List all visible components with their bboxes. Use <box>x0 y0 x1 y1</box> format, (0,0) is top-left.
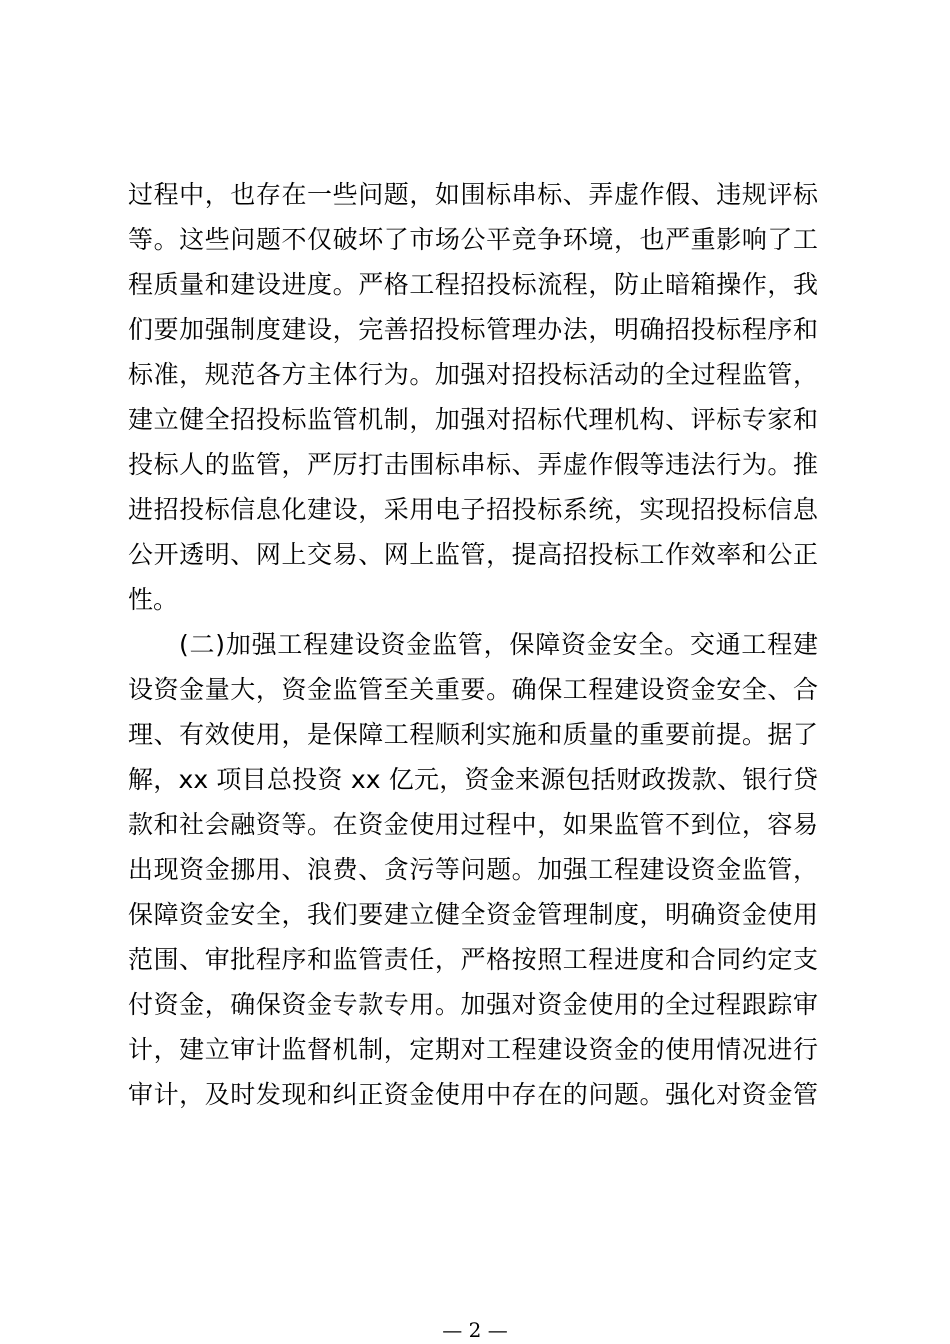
paragraph-2 <box>128 622 818 1117</box>
text-line: 设资金量大，资金监管至关重要。确保工程建设资金安全、合 <box>128 675 818 704</box>
paragraph-1 <box>128 172 818 622</box>
text-line: 解，xx 项目总投资 xx 亿元，资金来源包括财政拨款、银行贷 <box>128 765 818 794</box>
text-line: 进招投标信息化建设，采用电子招投标系统，实现招投标信息 <box>128 495 818 524</box>
text-line: 公开透明、网上交易、网上监管，提高招投标工作效率和公正 <box>128 540 818 569</box>
text-line: 范围、审批程序和监管责任，严格按照工程进度和合同约定支 <box>128 945 818 974</box>
text-line: 性。 <box>128 585 179 614</box>
text-line: 付资金，确保资金专款专用。加强对资金使用的全过程跟踪审 <box>128 990 818 1019</box>
text-line: 标准，规范各方主体行为。加强对招投标活动的全过程监管， <box>128 360 818 389</box>
text-line: (二)加强工程建设资金监管，保障资金安全。交通工程建 <box>179 630 818 659</box>
body-text <box>128 172 818 1117</box>
text-line: 理、有效使用，是保障工程顺利实施和质量的重要前提。据了 <box>128 720 818 749</box>
text-line: 们要加强制度建设，完善招投标管理办法，明确招投标程序和 <box>128 315 818 344</box>
text-line: 建立健全招投标监管机制，加强对招标代理机构、评标专家和 <box>128 405 818 434</box>
text-line: 款和社会融资等。在资金使用过程中，如果监管不到位，容易 <box>128 810 818 839</box>
text-line: 等。这些问题不仅破坏了市场公平竞争环境，也严重影响了工 <box>128 225 818 254</box>
page-number: — 2 — <box>442 1318 508 1342</box>
text-line: 保障资金安全，我们要建立健全资金管理制度，明确资金使用 <box>128 900 818 929</box>
text-line: 审计，及时发现和纠正资金使用中存在的问题。强化对资金管 <box>128 1080 818 1109</box>
text-line: 计，建立审计监督机制，定期对工程建设资金的使用情况进行 <box>128 1035 818 1064</box>
text-line: 程质量和建设进度。严格工程招投标流程，防止暗箱操作，我 <box>128 270 818 299</box>
text-line: 过程中，也存在一些问题，如围标串标、弄虚作假、违规评标 <box>128 180 818 209</box>
text-line: 出现资金挪用、浪费、贪污等问题。加强工程建设资金监管， <box>128 855 818 884</box>
text-line: 投标人的监管，严厉打击围标串标、弄虚作假等违法行为。推 <box>128 450 818 479</box>
